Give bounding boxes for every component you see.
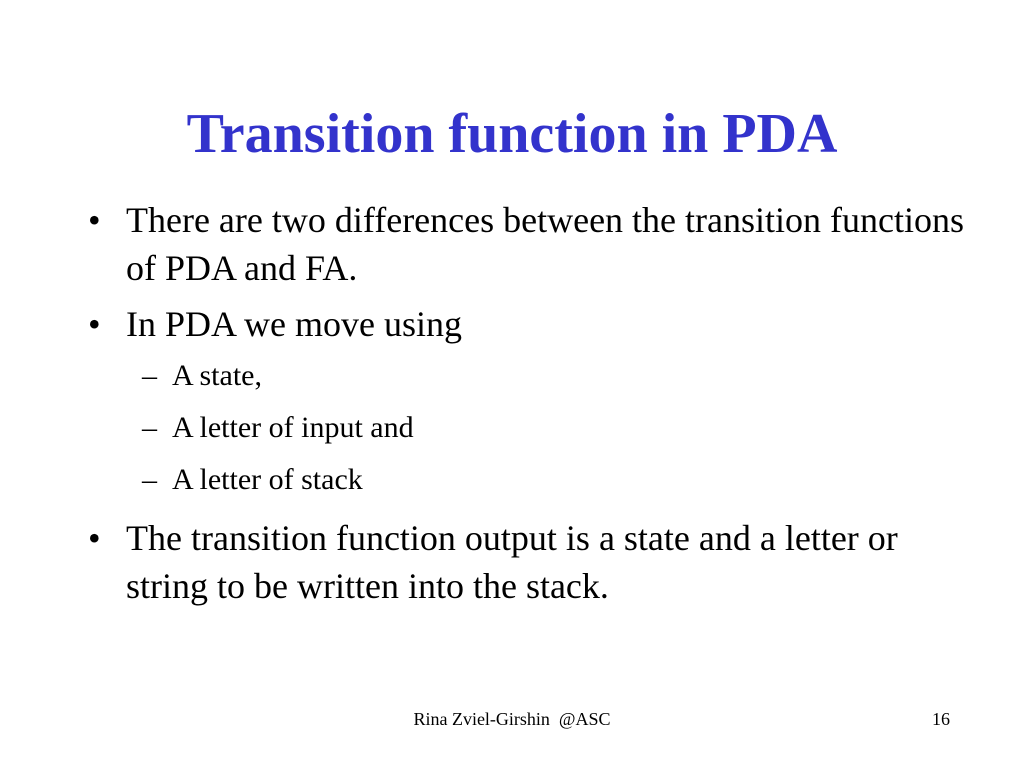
- bullet-item: [86, 300, 966, 498]
- sub-bullet-item: [126, 462, 966, 498]
- bullet-item: [86, 514, 966, 610]
- bullet-glyph: •: [88, 200, 101, 240]
- dash-glyph: –: [142, 411, 157, 444]
- footer-author: Rina Zviel-Girshin @ASC: [413, 709, 611, 729]
- sub-bullet-text: A letter of input and: [172, 411, 414, 444]
- sub-bullet-item: [126, 358, 966, 394]
- bullet-text: In PDA we move using: [126, 304, 462, 344]
- page-number: 16: [932, 709, 950, 729]
- bullet-glyph: •: [88, 304, 101, 344]
- bullet-list: [86, 196, 966, 618]
- sub-bullet-text: A letter of stack: [172, 463, 363, 496]
- sub-bullet-item: [126, 410, 966, 446]
- bullet-text: There are two differences between the transition functions of PDA and FA.: [126, 200, 965, 288]
- bullet-text: The transition function output is a state and a letter or string to be written into the stack.: [126, 518, 898, 606]
- slide-title: Transition function in PDA: [186, 103, 838, 165]
- sub-bullet-list: [126, 358, 966, 498]
- bullet-glyph: •: [88, 518, 101, 558]
- sub-bullet-text: A state,: [172, 359, 262, 392]
- dash-glyph: –: [142, 463, 157, 496]
- dash-glyph: –: [142, 359, 157, 392]
- bullet-item: [86, 196, 966, 292]
